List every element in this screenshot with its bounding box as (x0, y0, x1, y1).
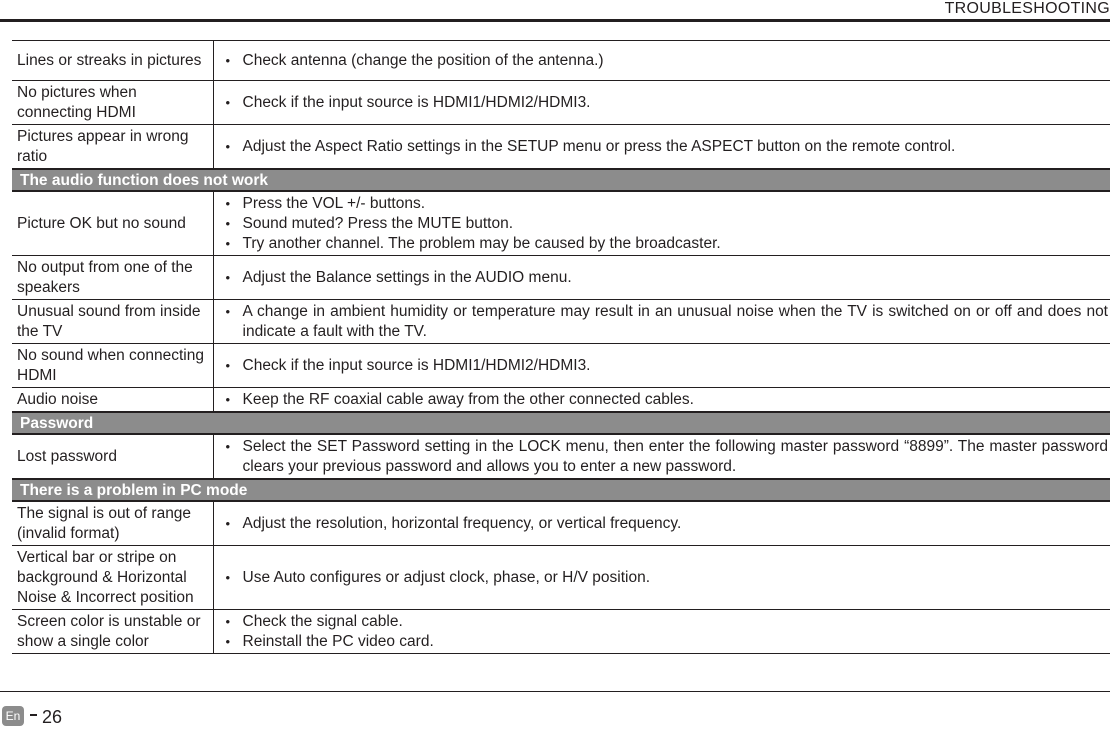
remedy-item: • Check the signal cable. (226, 612, 1109, 632)
remedy-cell (213, 501, 1110, 546)
symptom-cell: Unusual sound from inside the TV (12, 300, 213, 344)
remedy-cell (213, 125, 1110, 170)
page-header (0, 0, 1110, 22)
remedy-list (226, 356, 1109, 376)
symptom-cell: Picture OK but no sound (12, 191, 213, 256)
remedy-item: • Check antenna (change the position of the antenna.) (226, 51, 1109, 71)
remedy-list (226, 437, 1109, 477)
section-header (12, 412, 1110, 434)
symptom-cell: The signal is out of range (invalid format) (12, 501, 213, 546)
page-title: TROUBLESHOOTING (944, 0, 1110, 17)
section-title: Password (12, 412, 1110, 434)
remedy-cell (213, 191, 1110, 256)
remedy-list (226, 514, 1109, 534)
remedy-item: • Check if the input source is HDMI1/HDMI2/HDMI3. (226, 93, 1109, 113)
remedy-cell (213, 388, 1110, 413)
remedy-cell (213, 434, 1110, 479)
remedy-list (226, 137, 1109, 157)
remedy-cell (213, 610, 1110, 654)
section-title: There is a problem in PC mode (12, 479, 1110, 501)
table-row (12, 610, 1110, 654)
remedy-cell (213, 344, 1110, 388)
table-row (12, 191, 1110, 256)
symptom-cell: Screen color is unstable or show a single color (12, 610, 213, 654)
table-row (12, 546, 1110, 610)
table-row (12, 125, 1110, 170)
troubleshooting-table (12, 40, 1110, 654)
remedy-item: • Press the VOL +/- buttons. (226, 194, 1109, 214)
remedy-item: • Try another channel. The problem may be caused by the broadcaster. (226, 234, 1109, 254)
table-row (12, 388, 1110, 413)
symptom-cell: No sound when connecting HDMI (12, 344, 213, 388)
page-number: 26 (42, 707, 63, 727)
language-badge: En (2, 706, 24, 726)
symptom-cell: No output from one of the speakers (12, 256, 213, 300)
page-number-dash (30, 714, 37, 716)
symptom-cell: Audio noise (12, 388, 213, 413)
section-title: The audio function does not work (12, 169, 1110, 191)
footer-rule (0, 691, 1110, 692)
table-row (12, 501, 1110, 546)
remedy-item: • Reinstall the PC video card. (226, 632, 1109, 652)
remedy-list (226, 194, 1109, 254)
symptom-cell: Vertical bar or stripe on background & Horizontal Noise & Incorrect position (12, 546, 213, 610)
section-header (12, 479, 1110, 501)
table-row (12, 81, 1110, 125)
table-row (12, 300, 1110, 344)
remedy-item: • Select the SET Password setting in the LOCK menu, then enter the following master password “8899”. The master password clears your previous password and allows you to enter a new password. (226, 437, 1109, 477)
remedy-item: • Adjust the Aspect Ratio settings in the SETUP menu or press the ASPECT button on the remote control. (226, 137, 1109, 157)
symptom-cell: Lines or streaks in pictures (12, 41, 213, 81)
remedy-list (226, 93, 1109, 113)
remedy-cell (213, 81, 1110, 125)
table-row (12, 256, 1110, 300)
remedy-list (226, 268, 1109, 288)
remedy-item: • Sound muted? Press the MUTE button. (226, 214, 1109, 234)
symptom-cell: No pictures when connecting HDMI (12, 81, 213, 125)
remedy-list (226, 302, 1109, 342)
table-row (12, 344, 1110, 388)
remedy-cell (213, 256, 1110, 300)
symptom-cell: Pictures appear in wrong ratio (12, 125, 213, 170)
table-row (12, 41, 1110, 81)
symptom-cell: Lost password (12, 434, 213, 479)
remedy-item: • Use Auto configures or adjust clock, phase, or H/V position. (226, 568, 1109, 588)
remedy-list (226, 568, 1109, 588)
remedy-item: • Adjust the Balance settings in the AUDIO menu. (226, 268, 1109, 288)
remedy-cell (213, 41, 1110, 81)
remedy-item: • Keep the RF coaxial cable away from the other connected cables. (226, 390, 1109, 410)
remedy-item: • Adjust the resolution, horizontal frequency, or vertical frequency. (226, 514, 1109, 534)
section-header (12, 169, 1110, 191)
remedy-cell (213, 546, 1110, 610)
remedy-item: • Check if the input source is HDMI1/HDMI2/HDMI3. (226, 356, 1109, 376)
remedy-list (226, 612, 1109, 652)
remedy-item: • A change in ambient humidity or temperature may result in an unusual noise when the TV is switched on or off and does not indicate a fault with the TV. (226, 302, 1109, 342)
table-row (12, 434, 1110, 479)
remedy-list (226, 390, 1109, 410)
remedy-cell (213, 300, 1110, 344)
remedy-list (226, 51, 1109, 71)
